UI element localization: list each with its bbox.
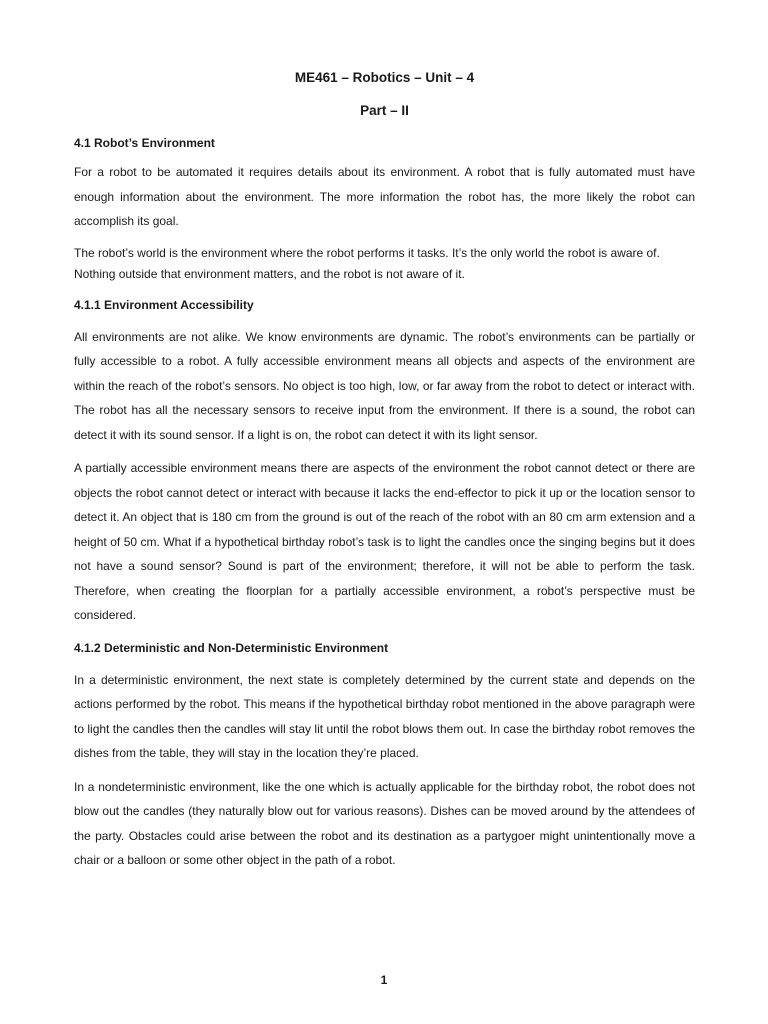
- paragraph-nondeterministic: In a nondeterministic environment, like the one which is actually applicable for the birthday robot, the robot does not blow out the candles (they naturally blow out for various reasons). Dishes can be moved around by the attendees of the party. Obstacles could arise between the robot and its destination as a partygoer might unintentionally move a chair or a balloon or some other object in the path of a robot.: [74, 779, 695, 867]
- paragraph-fully-accessible: All environments are not alike. We know environments are dynamic. The robot’s environments can be partially or fully accessible to a robot. A fully accessible environment means all objects and aspects of the environment are within the reach of the robot’s sensors. No object is too high, low, or far away from the robot to detect or interact with. The robot has all the necessary sensors to receive input from the environment. If there is a sound, the robot can detect it with its sound sensor. If a light is on, the robot can detect it with its light sensor.: [74, 329, 695, 442]
- document-title: ME461 – Robotics – Unit – 4: [294, 70, 475, 85]
- paragraph-partially-accessible: A partially accessible environment means there are aspects of the environment the robot cannot detect or there are objects the robot cannot detect or interact with because it lacks the end-effector to pick it up or the location sensor to detect it. An object that is 180 cm from the ground is out of the reach of the robot with an 80 cm arm extension and a height of 50 cm. What if a hypothetical birthday robot’s task is to light the candles once the singing begins but it does not have a sound sensor? Sound is part of the environment; therefore, it will not be able to perform the task. Therefore, when creating the floorplan for a partially accessible environment, a robot’s perspective must be considered.: [74, 461, 695, 622]
- section-heading-environment-accessibility: 4.1.1 Environment Accessibility: [74, 297, 254, 312]
- paragraph-robots-world: The robot’s world is the environment where the robot performs it tasks. It’s the only world the robot is aware of. Nothing outside that environment matters, and the robot is not aware of it.: [74, 245, 660, 281]
- section-heading-deterministic-environment: 4.1.2 Deterministic and Non-Deterministic Environment: [74, 640, 389, 655]
- paragraph-deterministic: In a deterministic environment, the next state is completely determined by the current state and depends on the actions performed by the robot. This means if the hypothetical birthday robot mentioned in the above paragraph were to light the candles then the candles will stay lit until the robot blows them out. In case the birthday robot removes the dishes from the table, they will stay in the location they’re placed.: [74, 672, 695, 760]
- document-part: Part – II: [360, 103, 409, 118]
- page-content: [74, 69, 695, 882]
- paragraph-automation-requirements: For a robot to be automated it requires details about its environment. A robot that is fully automated must have enough information about the environment. The more information the robot has, the more likely the robot can accomplish its goal.: [74, 165, 695, 228]
- page-number: 1: [380, 973, 388, 987]
- section-heading-robots-environment: 4.1 Robot’s Environment: [74, 136, 215, 150]
